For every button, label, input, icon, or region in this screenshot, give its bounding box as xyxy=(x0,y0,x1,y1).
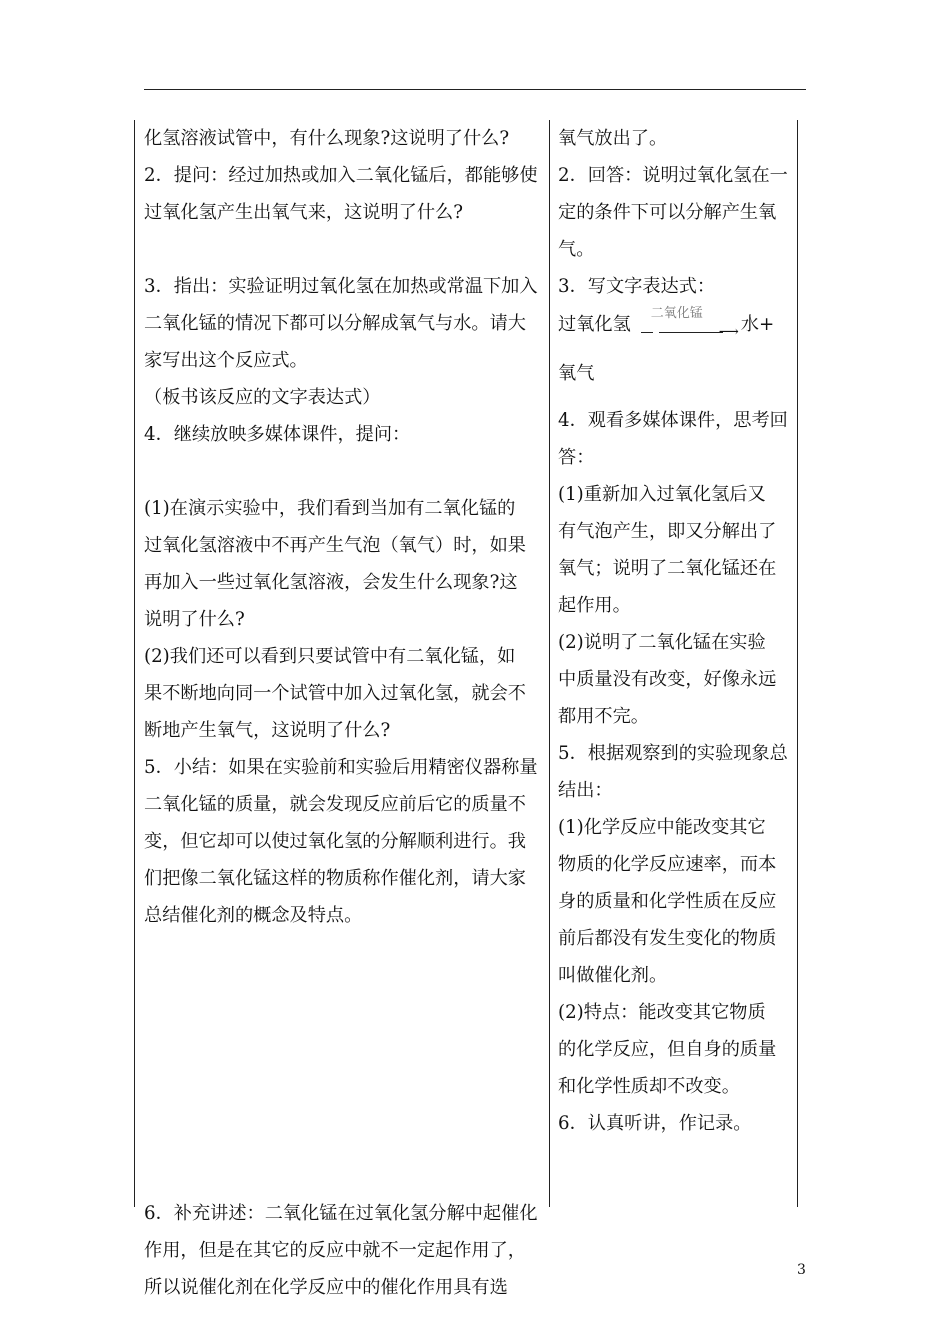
student-line: (1)化学反应中能改变其它 xyxy=(558,817,766,838)
student-line: 氧气放出了。 xyxy=(558,128,668,149)
equation-reactant: 过氧化氢 xyxy=(558,314,631,335)
student-line: 氧气；说明了二氧化锰还在 xyxy=(558,558,777,579)
teacher-line: 说明了什么? xyxy=(144,609,245,630)
student-line: 5．根据观察到的实验现象总 xyxy=(558,743,788,764)
student-line: 2．回答：说明过氧化氢在一 xyxy=(558,165,788,186)
teacher-line: 断地产生氧气，这说明了什么? xyxy=(144,720,391,741)
teacher-line: (1)在演示实验中，我们看到当加有二氧化锰的 xyxy=(144,498,516,519)
teacher-line: 化氢溶液试管中，有什么现象?这说明了什么? xyxy=(144,128,510,149)
teacher-line: 3．指出：实验证明过氧化氢在加热或常温下加入 xyxy=(144,276,538,297)
student-line: 气。 xyxy=(558,239,595,260)
header-rule xyxy=(144,89,806,90)
word-equation xyxy=(558,305,790,345)
student-line: 4．观看多媒体课件，思考回 xyxy=(558,410,788,431)
student-line: 有气泡产生，即又分解出了 xyxy=(558,521,777,542)
table-border-right xyxy=(797,120,798,1207)
student-activity-column xyxy=(558,120,790,1142)
teacher-line: 过氧化氢产生出氧气来，这说明了什么? xyxy=(144,202,463,223)
arrow-head-icon: ⟶ xyxy=(718,324,739,340)
lesson-table xyxy=(134,120,798,1298)
student-line: 都用不完。 xyxy=(558,706,649,727)
teacher-line: 2．提问：经过加热或加入二氧化锰后，都能够使 xyxy=(144,165,538,186)
student-line: 的化学反应，但自身的质量 xyxy=(558,1039,777,1060)
student-line: 和化学性质却不改变。 xyxy=(558,1076,740,1097)
teacher-line: 6．补充讲述：二氧化锰在过氧化氢分解中起催化 xyxy=(144,1203,538,1224)
student-line: 定的条件下可以分解产生氧 xyxy=(558,202,777,223)
teacher-line: 5．小结：如果在实验前和实验后用精密仪器称量 xyxy=(144,757,538,778)
student-line: (2)说明了二氧化锰在实验 xyxy=(558,632,766,653)
teacher-line: 过氧化氢溶液中不再产生气泡（氧气）时，如果 xyxy=(144,535,526,556)
teacher-line: 们把像二氧化锰这样的物质称作催化剂，请大家 xyxy=(144,868,526,889)
teacher-line: 总结催化剂的概念及特点。 xyxy=(144,905,363,926)
equation-product: 水+ xyxy=(740,314,775,335)
teacher-line: 果不断地向同一个试管中加入过氧化氢，就会不 xyxy=(144,683,526,704)
student-line: 6．认真听讲，作记录。 xyxy=(558,1113,752,1134)
student-line: 身的质量和化学性质在反应 xyxy=(558,891,777,912)
student-line: (2)特点：能改变其它物质 xyxy=(558,1002,766,1023)
student-line: 3．写文字表达式： xyxy=(558,276,716,297)
teacher-line: 作用，但是在其它的反应中就不一定起作用了， xyxy=(144,1240,526,1261)
page-number: 3 xyxy=(797,1262,806,1278)
student-line: 结出： xyxy=(558,780,613,801)
student-line: 前后都没有发生变化的物质 xyxy=(558,928,777,949)
student-line: 答： xyxy=(558,447,595,468)
equation-condition: 二氧化锰 xyxy=(650,306,703,321)
student-line: 物质的化学反应速率，而本 xyxy=(558,854,777,875)
table-column-divider xyxy=(549,120,550,1207)
teacher-line: 所以说催化剂在化学反应中的催化作用具有选 xyxy=(144,1277,508,1298)
student-line: 中质量没有改变，好像永远 xyxy=(558,669,777,690)
student-line: 叫做催化剂。 xyxy=(558,965,668,986)
student-line: 氧气 xyxy=(558,363,595,384)
teacher-line: 再加入一些过氧化氢溶液，会发生什么现象?这 xyxy=(144,572,518,593)
teacher-line: 变，但它却可以使过氧化氢的分解顺利进行。我 xyxy=(144,831,526,852)
student-line: 起作用。 xyxy=(558,595,631,616)
reaction-arrow xyxy=(641,306,739,340)
table-border-left xyxy=(134,120,135,1207)
teacher-activity-column xyxy=(144,120,542,1306)
teacher-line: 4．继续放映多媒体课件，提问： xyxy=(144,424,411,445)
student-line: (1)重新加入过氧化氢后又 xyxy=(558,484,766,505)
teacher-line: 二氧化锰的质量，就会发现反应前后它的质量不 xyxy=(144,794,526,815)
teacher-line: (2)我们还可以看到只要试管中有二氧化锰，如 xyxy=(144,646,516,667)
teacher-line: （板书该反应的文字表达式） xyxy=(144,387,381,408)
teacher-line: 二氧化锰的情况下都可以分解成氧气与水。请大 xyxy=(144,313,526,334)
teacher-line: 家写出这个反应式。 xyxy=(144,350,308,371)
